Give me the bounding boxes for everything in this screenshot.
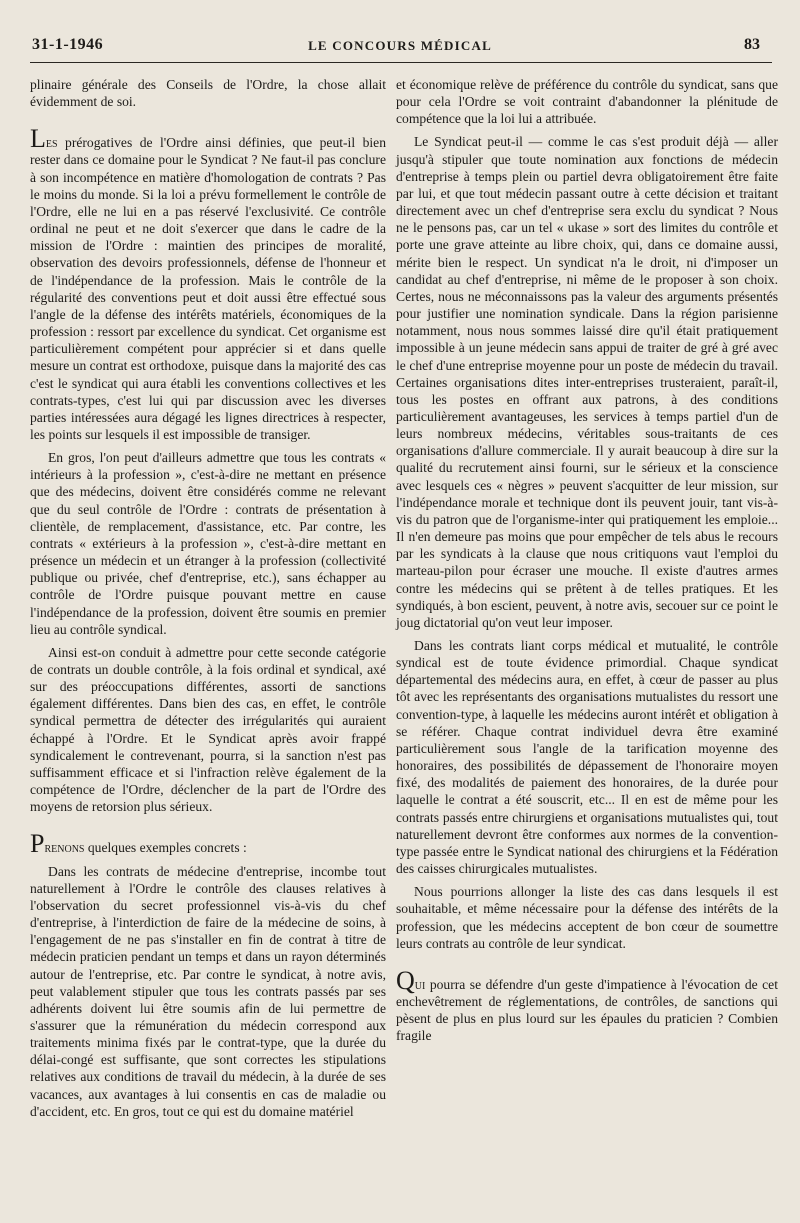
section-paragraph (396, 965, 778, 1045)
drop-initial: P (30, 829, 45, 859)
lead-in: ui (414, 976, 426, 992)
paragraph: et économique relève de préférence du contrôle du syndicat, sans que pour cela l'Ordre se voit contraint d'abandonner la plénitude de compétence que la loi lui a attribuée. (396, 77, 778, 127)
header-rule (30, 62, 772, 63)
paragraph: Nous pourrions allonger la liste des cas dans lesquels il est souhaitable, et même nécessaire pour la défense des intérêts de la profession, que les médecins acceptent de bon cœur de soumettre leurs contrats au contrôle de leur syndicat. (396, 884, 778, 951)
lead-in: es (45, 135, 58, 151)
issue-date: 31-1-1946 (32, 36, 104, 53)
page-header (30, 36, 770, 62)
paragraph-text: quelques exemples concrets : (84, 840, 247, 856)
paragraph: En gros, l'on peut d'ailleurs admettre que tous les contrats « intérieurs à la profession », c'est-à-dire ne mettant en présence que des médecins, doivent être considérés comme ne relevant que du seul contrôle de l'Ordre : contrats de présentation à clientèle, de remplacement, d'assistance, etc. Par contre, les contrats « extérieurs à la profession », c'est-à-dire mettant en présence un médecin et un étranger à la profession (collectivité publique ou privée, chef d'entreprise, etc.), sans échapper au contrôle de l'Ordre puisque pouvant mettre en cause l'indépendance de la profession, doivent être soumis en premier lieu au contrôle syndical. (30, 450, 386, 637)
journal-title: LE CONCOURS MÉDICAL (308, 38, 492, 53)
paragraph: plinaire générale des Conseils de l'Ordre, la chose allait évidemment de soi. (30, 77, 386, 110)
left-column (30, 76, 386, 1120)
paragraph-text: prérogatives de l'Ordre ainsi définies, que peut-il bien rester dans ce domaine pour le Syndicat ? Ne faut-il pas conclure à son incompétence en matière d'homologation de contrats ? Pas le moins du monde. Si la loi a prévu formellement le contrôle de l'Ordre, elle ne lui en a pas réservé l'exclusivité. Ce contrôle ordinal ne peut et ne doit s'exercer que dans le cadre de la mission de l'Ordre : maintien des principes de moralité, observation des devoirs professionnels, défense de l'honneur et de l'indépendance de la profession. Mais le contrôle de la régularité des conventions peut et doit aussi être effectué sous l'angle de la défense des intérêts matériels, économiques de la profession : ressort par excellence du syndicat. Cet organisme est particulièrement compétent pour apprécier si et dans quelle mesure un contrat est orthodoxe, puisque dans la majorité des cas c'est le syndicat qui aura établi les conventions collectives et les contrats-types, c'est lui qui par discussion avec les diverses parties intéressées aura dégagé les lignes directrices à respecter, les points sur lesquels il est impossible de transiger. (30, 135, 386, 442)
right-column (396, 76, 778, 1044)
drop-initial: Q (396, 965, 415, 995)
paragraph-text: pourra se défendre d'un geste d'impatience à l'évocation de cet enchevêtrement de réglementations, de contrôles, de sanctions qui pèsent de plus en plus lourd sur les épaules du praticien ? Combien fragile (396, 976, 778, 1044)
paragraph: Dans les contrats liant corps médical et mutualité, le contrôle syndical est de toute évidence primordial. Chaque syndicat départemental des médecins aura, en effet, à cœur de passer au plus tôt avec les représentants des organisations mutualistes du ressort une convention-type, à laquelle les médecins auront intérêt et obligation à se référer. Chaque contrat individuel devra être examiné particulièrement sous l'angle de la tarification moyenne des honoraires, des possibilités de dépassement de l'honoraire moyen fixé, des modalités de paiement des honoraires, de la durée pour laquelle le contrat a été souscrit, etc... Il en est de même pour les contrats passés entre chirurgiens et organisations mutualistes qui, tout naturellement devront être conformes aux normes de la convention-type passée entre le Syndicat national des chirurgiens et la Fédération des caisses chirurgicales mutualistes. (396, 638, 778, 877)
paragraph: Le Syndicat peut-il — comme le cas s'est produit déjà — aller jusqu'à stipuler que toute nomination aux fonctions de médecin d'entreprise à temps plein ou partiel devra obligatoirement être faite par lui, et que tout médecin passant outre à cette décision et traitant directement avec un chef d'entreprise sera exclu du syndicat ? Nous ne le pensons pas, car un tel « ukase » sort des limites du contrôle et porte une grave atteinte au libre choix, qui, dans ce domaine aussi, mérite bien le respect. Un syndicat n'a le droit, ni d'imposer un candidat au chef d'entreprise, ni même de le proposer à son choix. Certes, nous ne méconnaissons pas la valeur des arguments présentés pour justifier une nomination syndicale. Dans la région parisienne notamment, nous nous sommes laissé dire qu'il était pratiquement impossible à un jeune médecin sans appui de traiter de gré à gré avec le chef d'une entreprise moyenne pour un poste de médecin du travail. Certaines organisations dites inter-entreprises trusteraient, paraît-il, tous les postes en offrant aux patrons, à des conditions particulièrement avantageuses, les services à temps partiel d'un de leurs nombreux médecins, véritables sous-traitants de ces organisations d'allure commerciale. Il y aurait beaucoup à dire sur la qualité du recrutement ainsi fourni, sur le sérieux et la conscience avec lesquels ces « nègres » peuvent s'acquitter de leur mission, sur l'indépendance morale et technique dont ils peuvent jouir, tant vis-à-vis du patron que de l'organisme-inter qui pratiquement les emploie... Il n'en demeure pas moins que pour empêcher de tels abus le recours par les syndicats à la clause que nous critiquons vaut l'emploi du marteau-pilon pour écraser une mouche. Il existe d'autres armes contre les médecins qui se prêtent à de telles pratiques. Et les syndiqués, à bon escient, peuvent, à notre avis, secouer sur ce point le joug dictatorial qu'on veut leur imposer. (396, 134, 778, 630)
section-paragraph (30, 829, 386, 859)
paragraph: Dans les contrats de médecine d'entreprise, incombe tout naturellement à l'Ordre le contrôle des clauses relatives à l'observation du secret professionnel vis-à-vis du chef d'entreprise, à l'interdiction de faire de la médecine de soins, à l'engagement de ne pas s'installer en fin de contrat à titre de médecin praticien pendant un temps et dans un rayon déterminés autour de l'entreprise, etc. Par contre le syndicat, à notre avis, peut valablement stipuler que tous les contrats passés par ses adhérents doivent lui être soumis afin de lui permettre de s'assurer que la rémunération du médecin correspond aux traitements minima fixés par le contrat-type, que la durée du délai-congé est suffisante, que sont correctes les stipulations relatives aux conditions de travail du médecin, à la durée de ses vacances, aux avantages à lui consentis en cas de maladie ou d'accident, etc. En gros, tout ce qui est du domaine matériel (30, 863, 386, 1119)
section-paragraph (30, 124, 386, 443)
drop-initial: L (30, 124, 46, 154)
paragraph: Ainsi est-on conduit à admettre pour cette seconde catégorie de contrats un double contrôle, à la fois ordinal et syndical, axé sur des préoccupations différentes, assorti de sanctions également différentes. Dans bien des cas, en effet, le contrôle syndical permettra de détecter des irrégularités qui auraient échappé à l'Ordre. Et le Syndicat après avoir frappé syndicalement le contrevenant, pourra, si la sanction n'est pas suffisamment efficace et si l'infraction relève également de la compétence de l'Ordre, déclencher de la part de l'Ordre des moyens de retorsion plus sérieux. (30, 644, 386, 815)
page-number: 83 (744, 36, 760, 53)
lead-in: renons (44, 840, 85, 856)
